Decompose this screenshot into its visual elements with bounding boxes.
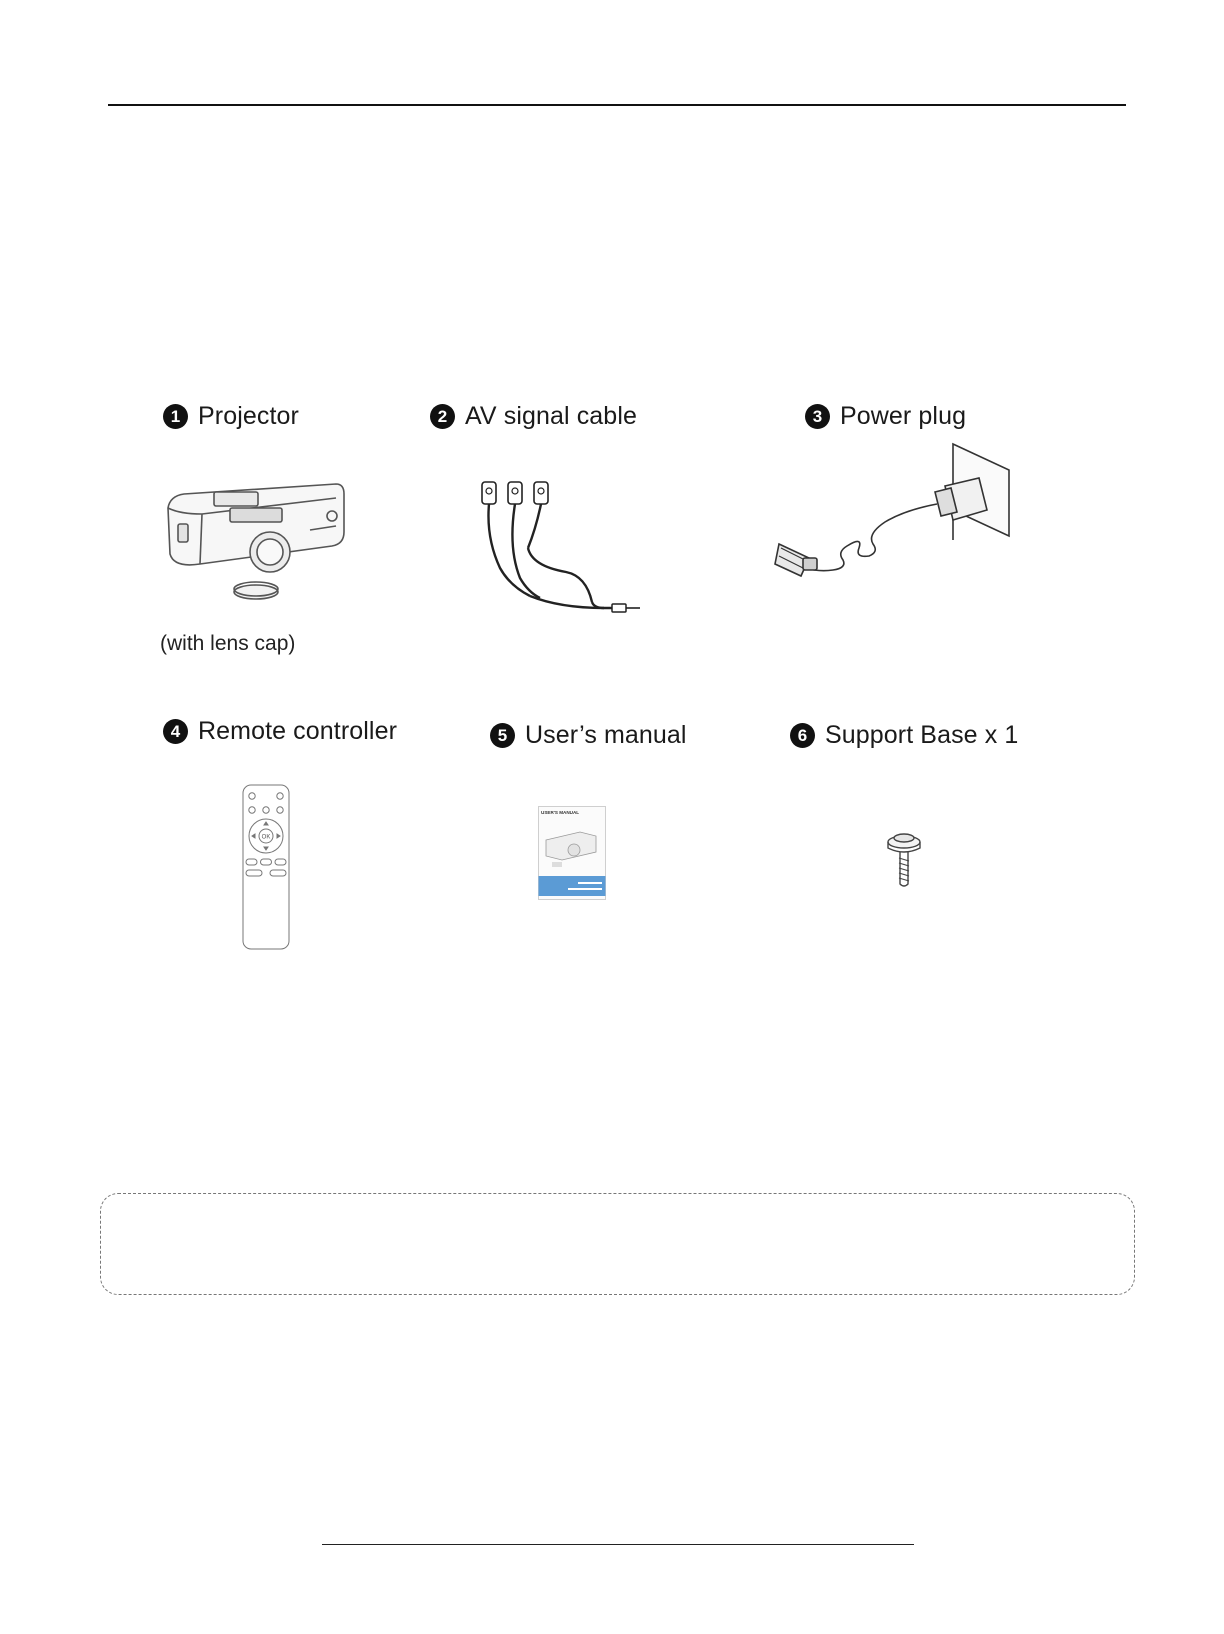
projector-caption: (with lens cap) xyxy=(160,632,296,655)
item-remote-heading xyxy=(163,717,397,746)
item-number-badge: 2 xyxy=(430,404,455,429)
manual-icon xyxy=(538,806,606,900)
item-support-base-heading xyxy=(790,721,1018,750)
bottom-rule xyxy=(322,1544,914,1545)
remote-control-icon xyxy=(242,784,290,950)
item-projector-heading xyxy=(163,402,299,431)
item-manual-heading xyxy=(490,721,687,750)
support-base-icon xyxy=(882,830,926,890)
remote-ok-label: OK xyxy=(261,834,271,841)
item-number-badge: 4 xyxy=(163,719,188,744)
item-name: Remote controller xyxy=(198,717,398,745)
item-number-badge: 3 xyxy=(805,404,830,429)
top-rule xyxy=(108,104,1126,106)
item-number-badge: 1 xyxy=(163,404,188,429)
item-number-badge: 5 xyxy=(490,723,515,748)
item-power-plug-heading xyxy=(805,402,966,431)
item-name: Support Base x 1 xyxy=(825,721,1019,749)
note-box xyxy=(100,1193,1135,1295)
item-number-badge: 6 xyxy=(790,723,815,748)
manual-cover-title: USER'S MANUAL xyxy=(541,810,580,815)
projector-icon xyxy=(160,478,350,608)
power-plug-icon xyxy=(775,440,1015,590)
item-name: User’s manual xyxy=(525,721,687,749)
item-name: AV signal cable xyxy=(465,402,637,430)
item-name: Projector xyxy=(198,402,299,430)
item-av-cable-heading xyxy=(430,402,637,431)
item-name: Power plug xyxy=(840,402,967,430)
av-cable-icon xyxy=(470,478,650,618)
